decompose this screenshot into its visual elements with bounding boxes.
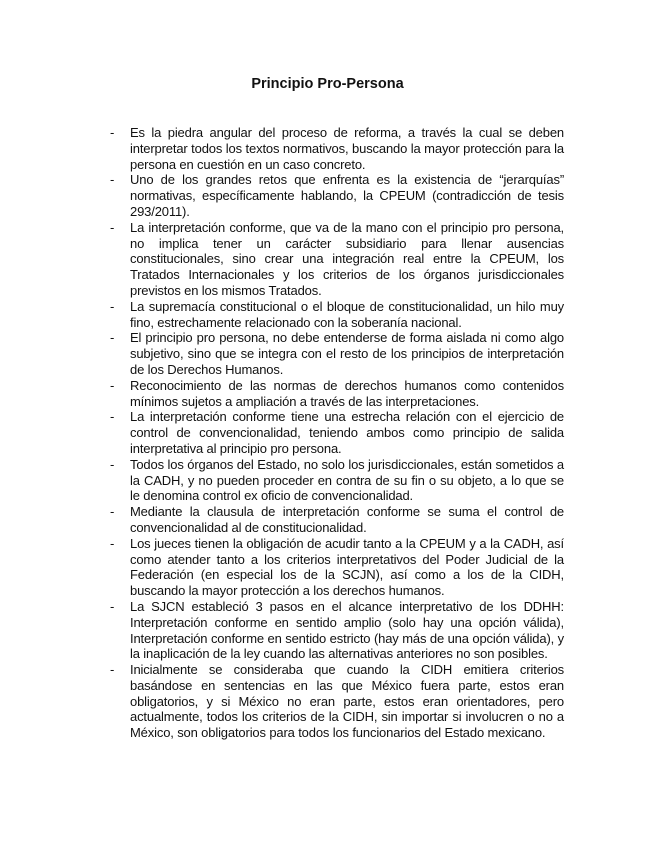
list-item (108, 330, 564, 377)
bullet-dash: - (110, 330, 115, 346)
list-item (108, 172, 564, 219)
list-item (108, 662, 564, 741)
bullet-list (108, 125, 564, 741)
bullet-dash: - (110, 219, 115, 235)
list-item-text: Mediante la clausula de interpretación conforme se suma el control de convencionalidad al de constitucionalidad. (130, 504, 564, 535)
bullet-dash: - (110, 598, 115, 614)
bullet-dash: - (110, 504, 115, 520)
list-item-text: La SJCN estableció 3 pasos en el alcance interpretativo de los DDHH: Interpretación conforme en sentido amplio (solo hay una opción válida), Interpretación conforme en sentido estricto (hay más de una opción válida), y la inaplicación de la ley cuando las alternativas anteriores no son posibles. (130, 598, 564, 662)
list-item-text: La interpretación conforme tiene una estrecha relación con el ejercicio de control de convencionalidad, teniendo ambos como principio de salida interpretativa al principio pro persona. (130, 409, 564, 456)
list-item (108, 536, 564, 599)
bullet-dash: - (110, 298, 115, 314)
list-item (108, 378, 564, 410)
bullet-dash: - (110, 409, 115, 425)
list-item (108, 504, 564, 536)
list-item (108, 599, 564, 662)
list-item-text: El principio pro persona, no debe entenderse de forma aislada ni como algo subjetivo, sino que se integra con el resto de los principios de interpretación de los Derechos Humanos. (130, 330, 564, 377)
list-item-text: Los jueces tienen la obligación de acudir tanto a la CPEUM y a la CADH, así como atender tanto a los criterios interpretativos del Poder Judicial de la Federación (en especial los de la SCJN), así como a los de la CIDH, buscando la mayor protección a los derechos humanos. (130, 535, 564, 599)
list-item-text: Todos los órganos del Estado, no solo los jurisdiccionales, están sometidos a la CADH, y no pueden proceder en contra de su fin o su objeto, a lo que se le denomina control ex oficio de convencionalidad. (130, 456, 564, 504)
bullet-dash: - (110, 535, 115, 551)
list-item (108, 299, 564, 331)
bullet-dash: - (110, 456, 115, 472)
list-item (108, 457, 564, 504)
list-item-text: Uno de los grandes retos que enfrenta es la existencia de “jerarquías” normativas, específicamente hablando, la CPEUM (contradicción de tesis 293/2011). (130, 172, 564, 219)
list-item (108, 125, 564, 172)
bullet-dash: - (110, 172, 115, 188)
list-item-text: La interpretación conforme, que va de la mano con el principio pro persona, no implica tener un carácter subsidiario para llenar ausencias constitucionales, sino crear una integración real entre la CPEUM, los Tratados Internacionales y los criterios de los órganos jurisdiccionales previstos en los mismos Tratados. (130, 219, 564, 298)
list-item-text: Reconocimiento de las normas de derechos humanos como contenidos mínimos sujetos a ampliación a través de las interpretaciones. (130, 377, 564, 409)
document-title: Principio Pro-Persona (251, 76, 404, 92)
list-item-text: Inicialmente se consideraba que cuando la CIDH emitiera criterios basándose en sentencias en las que México fuera parte, estos eran obligatorios, y si México no eran parte, estos eran orientadores, pero actualmente, todos los criterios de la CIDH, sin importar si involucren o no a México, son obligatorios para todos los funcionarios del Estado mexicano. (130, 662, 564, 741)
bullet-dash: - (110, 662, 115, 678)
bullet-dash: - (110, 125, 115, 140)
bullet-dash: - (110, 377, 115, 393)
list-item (108, 220, 564, 299)
list-item-text: Es la piedra angular del proceso de reforma, a través la cual se deben interpretar todos los textos normativos, buscando la mayor protección para la persona en cuestión en un caso concreto. (130, 125, 564, 172)
list-item-text: La supremacía constitucional o el bloque de constitucionalidad, un hilo muy fino, estrechamente relacionado con la soberanía nacional. (130, 298, 564, 330)
list-item (108, 409, 564, 456)
